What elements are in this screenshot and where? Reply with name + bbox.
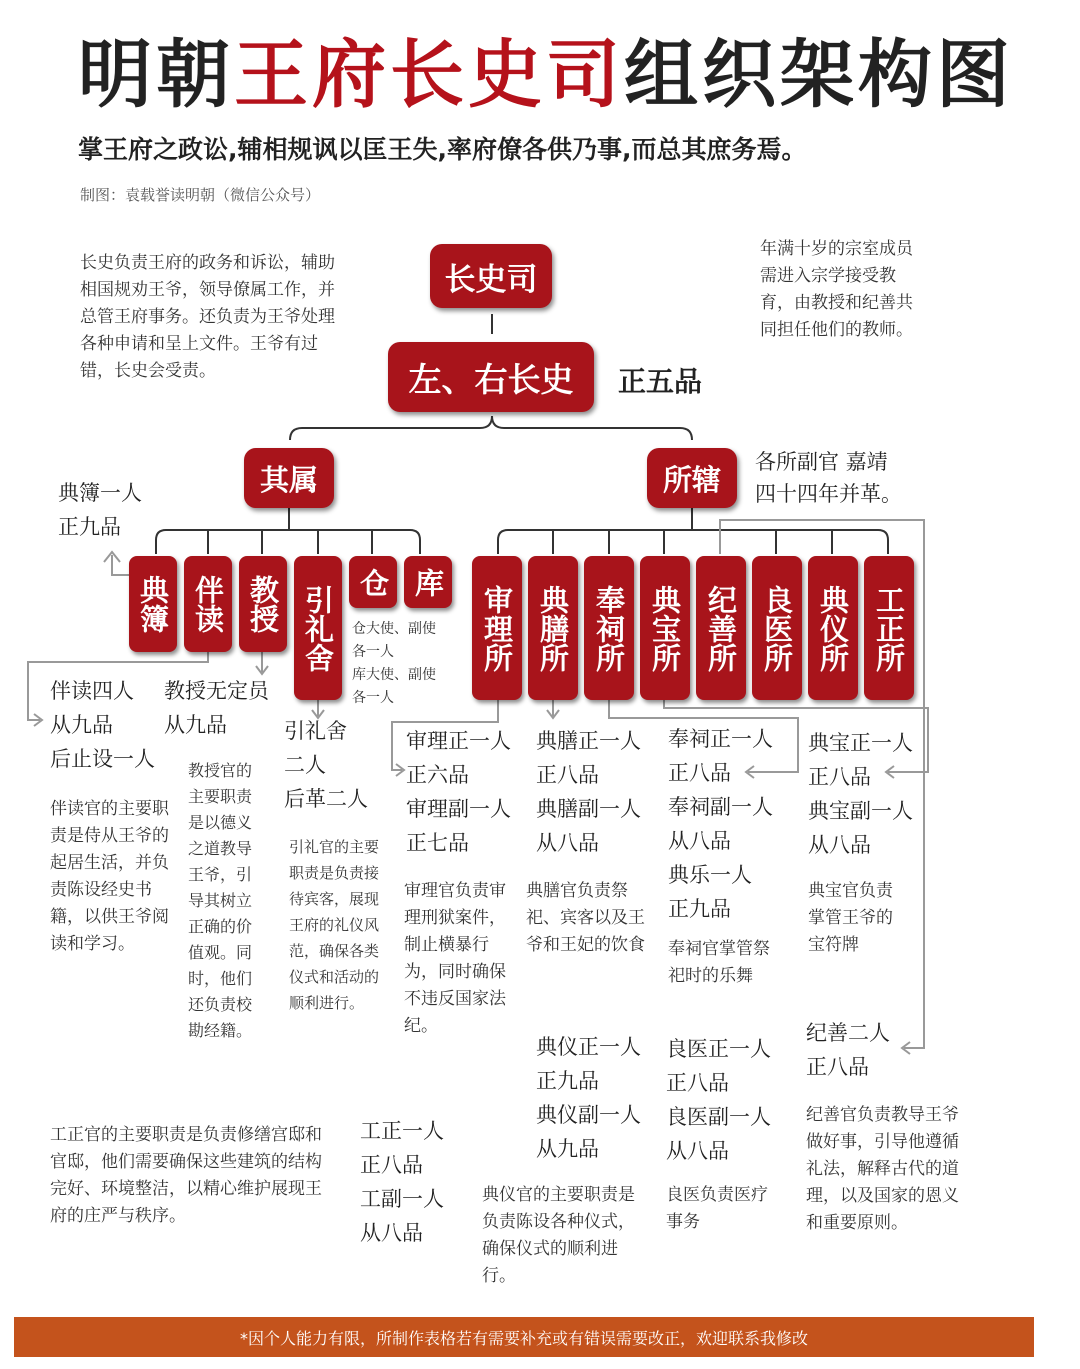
unit-dianbao: 典宝所 (640, 556, 690, 700)
left-branch-box: 其属 (244, 448, 334, 508)
yinlishe-detail: 引礼舍 二人 后革二人 (284, 719, 368, 811)
root-box: 长史司 (430, 244, 552, 308)
unit-ku: 库 (404, 556, 452, 608)
liangyi-note: 良医负责医疗事务 (666, 1185, 768, 1232)
shenli-note: 审理官负责审理刑狱案件，制止横暴行为，同时确保不违反国家法纪。 (404, 881, 506, 1036)
level2-box: 左、右长史 (388, 342, 594, 412)
credit: 制图：袁载誉读明朝（微信公众号） (80, 186, 321, 204)
left-branch-lines (156, 508, 420, 554)
dianyi-note: 典仪官的主要职责是负责陈设各种仪式，确保仪式的顺利进行。 (482, 1185, 635, 1286)
gongzheng-detail: 工正一人 正八品 工副一人 从八品 (360, 1119, 444, 1245)
unit-dianyi: 典仪所 (808, 556, 858, 700)
footer-banner: *因个人能力有限，所制作表格若有需要补充或有错误需要改正，欢迎联系我修改 (14, 1317, 1034, 1357)
dianbao-note: 典宝官负责掌管王爷的宝符牌 (808, 881, 893, 955)
unit-jiaoshou: 教授 (239, 556, 287, 652)
level2-rank: 正五品 (618, 365, 703, 398)
zongxue-note: 年满十岁的宗室成员需进入宗学接受教育，由教授和纪善共同担任他们的教师。 (760, 239, 913, 340)
gongzheng-note: 工正官的主要职责是负责修缮宫邸和官邸，他们需要确保这些建筑的结构完好、环境整洁，以精心维护展现王府的庄严与秩序。 (50, 1125, 322, 1226)
bandu-detail: 伴读四人 从九品 后止设一人 (50, 679, 155, 771)
yinlishe-note: 引礼官的主要职责是负责接待宾客，展现王府的礼仪风范，确保各类仪式和活动的顺利进行。 (289, 838, 380, 1012)
page-title: 明朝王府长史司组织架构图 (78, 32, 1014, 118)
dianshan-note: 典膳官负责祭祀、宾客以及王爷和王妃的饮食 (526, 881, 645, 955)
changshi-note: 长史负责王府的政务和诉讼，辅助相国规劝王爷，领导僚属工作，并总管王府事务。还负责为王爷处理各种申请和呈上文件。王爷有过错，长史会受责。 (80, 253, 335, 381)
page-subtitle: 掌王府之政讼,辅相规讽以匡王失,率府僚各供乃事,而总其庶务焉。 (78, 135, 807, 164)
fengci-note: 奉祠官掌管祭祀时的乐舞 (668, 939, 770, 986)
unit-dianbu: 典簿 (129, 556, 177, 652)
jishan-note: 纪善官负责教导王爷做好事，引导他遵循礼法，解释古代的道理，以及国家的恩义和重要原则。 (806, 1105, 959, 1233)
dianbao-detail: 典宝正一人 正八品 典宝副一人 从八品 (808, 731, 913, 857)
shenli-detail: 审理正一人 正六品 审理副一人 正七品 (406, 729, 511, 855)
unit-jishan: 纪善所 (696, 556, 746, 700)
jiaoshou-detail: 教授无定员 从九品 (164, 679, 269, 737)
unit-gongzheng: 工正所 (864, 556, 914, 700)
right-branch-note: 各所副官 嘉靖 四十四年并革。 (755, 450, 902, 506)
right-branch-lines (498, 508, 888, 554)
unit-yinlishe: 引礼舍 (294, 556, 342, 700)
dianbu-detail: 典簿一人 正九品 (58, 481, 142, 539)
cangku-detail: 仓大使、副使 各一人 库大使、副使 各一人 (352, 621, 436, 706)
unit-liangyi: 良医所 (752, 556, 802, 700)
fengci-detail: 奉祠正一人 正八品 奉祠副一人 从八品 典乐一人 正九品 (668, 727, 773, 921)
unit-fengci: 奉祠所 (584, 556, 634, 700)
level2-brace (290, 416, 692, 440)
unit-cang: 仓 (349, 556, 397, 608)
unit-dianshan: 典膳所 (528, 556, 578, 700)
right-branch-box: 所辖 (647, 448, 737, 508)
dianshan-detail: 典膳正一人 正八品 典膳副一人 从八品 (536, 729, 641, 855)
bandu-note: 伴读官的主要职责是侍从王爷的起居生活，并负责陈设经史书籍，以供王爷阅读和学习。 (50, 799, 169, 954)
liangyi-detail: 良医正一人 正八品 良医副一人 从八品 (666, 1037, 771, 1163)
dianyi-detail: 典仪正一人 正九品 典仪副一人 从九品 (536, 1035, 641, 1161)
jishan-detail: 纪善二人 正八品 (806, 1021, 890, 1079)
unit-bandu: 伴读 (184, 556, 232, 652)
unit-shenli: 审理所 (472, 556, 522, 700)
jiaoshou-note: 教授官的主要职责是以德义之道教导王爷，引导其树立正确的价值观。同时，他们还负责校勘经籍。 (188, 761, 253, 1040)
